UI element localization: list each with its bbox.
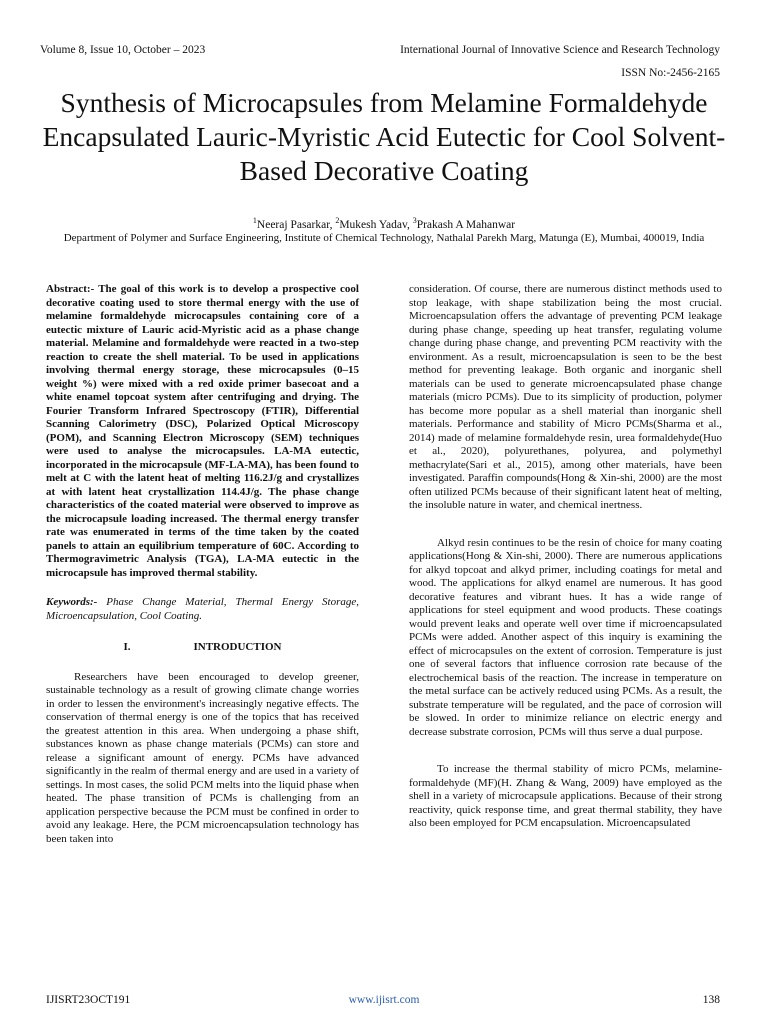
author-3-name: Prakash A Mahanwar — [416, 218, 516, 231]
author-3-affiliation-mark: 3 — [412, 216, 417, 225]
keywords-text: Phase Change Material, Thermal Energy Storage, Microencapsulation, Cool Coating. — [46, 596, 359, 622]
website-link[interactable]: www.ijisrt.com — [348, 994, 420, 1006]
left-column — [46, 283, 359, 846]
body-paragraph: To increase the thermal stability of micro PCMs, melamine-formaldehyde (MF)(H. Zhang & Wang, 2009) have employed as the shell in a variety of microcapsule applications. Because of their strong reactivity, quick response time, and great thermal stability, they have also been employed for PCM encapsulation. Microencapsulated — [409, 763, 722, 829]
section-title: INTRODUCTION — [193, 641, 282, 653]
section-heading-introduction — [46, 641, 359, 655]
page-number: 138 — [702, 994, 720, 1006]
author-1-affiliation-mark: 1 — [252, 216, 257, 225]
journal-name: International Journal of Innovative Science and Research Technology — [400, 44, 720, 56]
body-paragraph: Alkyd resin continues to be the resin of choice for many coating applications(Hong & Xin-shi, 2000). There are numerous applications for alkyd topcoat and alkyd primer, including coatings for metal and wood. The applications for alkyd enamel are numerous. It has good decorative features and vibrant hues. It has a wide range of applications for steel equipment and wood products. These coatings would prevent leaks and operate well over time if microencapsulated PCMs were added. Another aspect of this inquiry is examining the effect of microcapsules on the extent of corrosion. Temperature is just one of several factors that influence corrosion rate because of the electrochemical basis of the reaction. The increase in temperature on the metal surface can be actively reduced using PCMs. As a result, the substrate temperature will be regulated, and the pace of corrosion will be slowed. In order to minimize reliance on electric energy and decrease substrate corrosion, PCMs will thus serve a dual purpose. — [409, 536, 722, 738]
author-list — [40, 216, 728, 231]
author-1-name: Neeraj Pasarkar, — [256, 218, 336, 231]
paper-id: IJISRT23OCT191 — [46, 994, 131, 1006]
keywords — [46, 596, 359, 623]
paper-title: Synthesis of Microcapsules from Melamine Formaldehyde Encapsulated Lauric-Myristic Acid Eutectic for Cool Solvent-Based Decorative Coating — [42, 87, 726, 186]
author-2-affiliation-mark: 2 — [335, 216, 340, 225]
body-paragraph: consideration. Of course, there are numerous distinct methods used to stop leakage, with shape stabilization being the most crucial. Microencapsulation offers the advantage of preventing PCM leakage during phase change, speeding up heat transfer, regulating volume change during phase change, and preventing PCM reactivity with the environment. As a result, microencapsulation is seen to be the best method for preventing leakage. Both organic and inorganic shell materials can be used to generate microencapsulated phase change materials (micro PCMs). Due to its simplicity of production, polymer has become more popular as a shell material than inorganic shell materials. Performance and stability of Micro PCMs(Sharma et al., 2014) made of melamine formaldehyde resin, urea formaldehyde(Huo et al., 2020), polyurethanes, polyurea, and polymethyl methacrylate(Sari et al., 2015), among other materials, have been investigated. Paraffin compounds(Hong & Xin-shi, 2000) are the most often utilized PCMs because of their significant latent heat of melting, the insoluble nature in water, and chemical inertness. — [409, 283, 722, 511]
volume-info: Volume 8, Issue 10, October – 2023 — [40, 44, 206, 56]
abstract: Abstract:- The goal of this work is to develop a prospective cool decorative coating used to store thermal energy with the use of melamine formaldehyde microcapsules containing core of a eutectic mixture of Lauric acid-Myristic acid as a phase change material. Melamine and formaldehyde were reacted in a two-step reaction to create the shell material. To be used in applications involving thermal energy storage, these microcapsules (0–15 weight %) were mixed with a red oxide primer basecoat and a white enamel topcoat system after centrifuging and drying. The Fourier Transform Infrared Spectroscopy (FTIR), Differential Scanning Calorimetry (DSC), Polarized Optical Microscopy (POM), and Scanning Electron Microscopy (SEM) techniques were used to analyse the microcapsules. LA-MA eutectic, incorporated in the microcapsule (MF-LA-MA), has been found to melt at C with the latent heat of melting 116.2J/g and crystallizes at with latent heat crystallization 114.4J/g. The phase change characteristics of the coated material were observed to improve as the microcapsule loading increased. The thermal energy transfer rate was enumerated in terms of the time taken by the coated panels to attain an equilibrium temperature of 60C. According to Thermogravimetric Analysis (TGA), LA-MA eutectic in the microcapsule has improved thermal stability. — [46, 283, 359, 579]
section-number: I. — [123, 641, 131, 653]
keywords-label: Keywords:- — [46, 596, 98, 608]
affiliation: Department of Polymer and Surface Engineering, Institute of Chemical Technology, Nathalal Parekh Marg, Matunga (E), Mumbai, 400019, India — [63, 232, 705, 244]
intro-paragraph: Researchers have been encouraged to develop greener, sustainable technology as a result of growing climate change worries in order to lessen the environment's increasingly negative effects. The conservation of thermal energy is one of the topics that has received the greatest attention in this area. When undergoing a phase shift, substances known as phase change materials (PCMs) can store and release a significant amount of energy. PCMs have advanced significantly in the realm of thermal energy and are used in a variety of settings. In most cases, the solid PCM melts into the liquid phase when heated. The phase transition of PCMs is challenging from an application perspective because the PCM must be confined in order to avoid any leakage. Here, the PCM microencapsulation technology has been taken into — [46, 670, 359, 845]
author-2-name: Mukesh Yadav, — [339, 218, 413, 231]
issn: ISSN No:-2456-2165 — [621, 67, 720, 79]
right-column — [409, 283, 722, 831]
